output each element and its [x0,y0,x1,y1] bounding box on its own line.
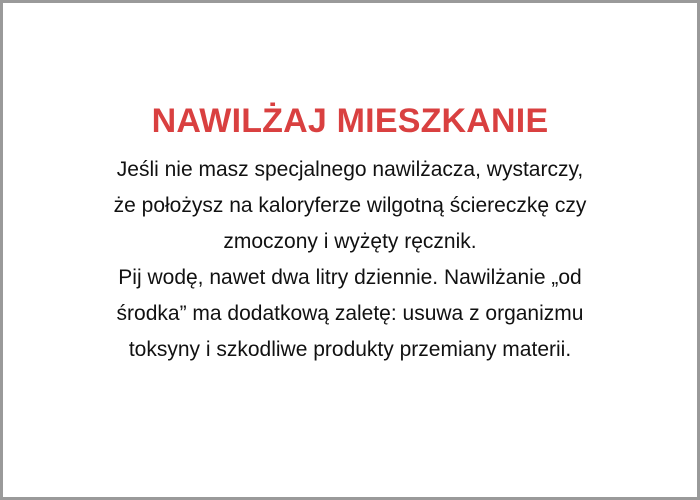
card-content [43,99,657,368]
card-body-text [43,152,657,368]
body-line: Jeśli nie masz specjalnego nawilżacza, wystarczy, [116,158,584,181]
body-line: Pij wodę, nawet dwa litry dziennie. Nawilżanie „od [118,266,582,289]
body-line: środka” ma dodatkową zaletę: usuwa z organizmu [116,302,584,325]
body-line: toksyny i szkodliwe produkty przemiany materii. [128,338,572,361]
body-line: że położysz na kaloryferze wilgotną ściereczkę czy [113,194,587,217]
card-title: NAWILŻAJ MIESZKANIE [151,102,549,140]
body-line: zmoczony i wyżęty ręcznik. [223,230,477,253]
